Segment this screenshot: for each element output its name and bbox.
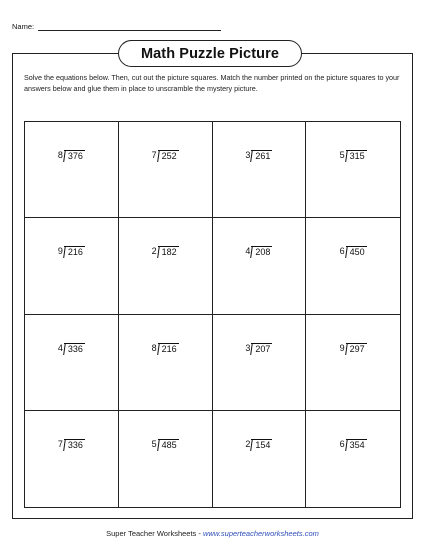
dividend: 376 (64, 150, 85, 162)
grid-cell[interactable] (306, 218, 400, 314)
dividend: 216 (64, 246, 85, 258)
grid-cell[interactable] (213, 315, 307, 411)
footer-text: Super Teacher Worksheets - (106, 529, 203, 538)
grid-cell[interactable] (119, 315, 213, 411)
division-problem (58, 439, 85, 451)
grid-cell[interactable] (213, 218, 307, 314)
division-problem (245, 439, 272, 451)
grid-cell[interactable] (119, 218, 213, 314)
footer (0, 529, 425, 538)
grid-cell[interactable] (119, 411, 213, 507)
grid-cell[interactable] (213, 122, 307, 218)
grid-cell[interactable] (25, 122, 119, 218)
dividend: 354 (346, 439, 367, 451)
divisor: 5 (151, 438, 157, 449)
dividend: 297 (346, 343, 367, 355)
divisor: 4 (57, 342, 63, 353)
divisor: 2 (151, 246, 157, 257)
grid-cell[interactable] (213, 411, 307, 507)
division-problem (340, 246, 367, 258)
division-problem (245, 150, 272, 162)
dividend: 485 (158, 439, 179, 451)
name-label: Name: (12, 22, 35, 31)
divisor: 6 (339, 438, 345, 449)
divisor: 9 (57, 246, 63, 257)
grid-cell[interactable] (25, 411, 119, 507)
name-field (12, 22, 221, 31)
name-write-line[interactable] (38, 23, 221, 31)
dividend: 252 (158, 150, 179, 162)
divisor: 7 (151, 150, 157, 160)
puzzle-grid (24, 121, 401, 508)
grid-cell[interactable] (25, 315, 119, 411)
dividend: 261 (251, 150, 272, 162)
division-problem (152, 439, 179, 451)
divisor: 3 (245, 150, 251, 160)
divisor: 9 (339, 342, 345, 353)
division-problem (58, 246, 85, 258)
grid-cell[interactable] (119, 122, 213, 218)
division-problem (58, 343, 85, 355)
page-title: Math Puzzle Picture (118, 40, 302, 67)
dividend: 182 (158, 246, 179, 258)
division-problem (152, 343, 179, 355)
dividend: 450 (346, 246, 367, 258)
divisor: 7 (57, 438, 63, 449)
division-problem (245, 246, 272, 258)
instructions-text: Solve the equations below. Then, cut out the picture squares. Match the number printed on the picture squares to your answers below and glue them in place to unscramble the mystery picture. (24, 73, 400, 93)
division-problem (340, 343, 367, 355)
grid-cell[interactable] (306, 122, 400, 218)
divisor: 2 (245, 438, 251, 449)
divisor: 3 (245, 342, 251, 353)
grid-cell[interactable] (25, 218, 119, 314)
dividend: 216 (158, 343, 179, 355)
divisor: 6 (339, 246, 345, 257)
dividend: 208 (251, 246, 272, 258)
divisor: 5 (339, 150, 345, 160)
division-problem (152, 150, 179, 162)
division-problem (152, 246, 179, 258)
dividend: 154 (251, 439, 272, 451)
divisor: 8 (151, 342, 157, 353)
dividend: 207 (251, 343, 272, 355)
divisor: 4 (245, 246, 251, 257)
dividend: 336 (64, 343, 85, 355)
divisor: 8 (57, 150, 63, 160)
grid-cell[interactable] (306, 315, 400, 411)
dividend: 336 (64, 439, 85, 451)
division-problem (340, 150, 367, 162)
dividend: 315 (346, 150, 367, 162)
grid-cell[interactable] (306, 411, 400, 507)
division-problem (340, 439, 367, 451)
division-problem (245, 343, 272, 355)
division-problem (58, 150, 85, 162)
footer-link[interactable]: www.superteacherworksheets.com (202, 529, 319, 538)
